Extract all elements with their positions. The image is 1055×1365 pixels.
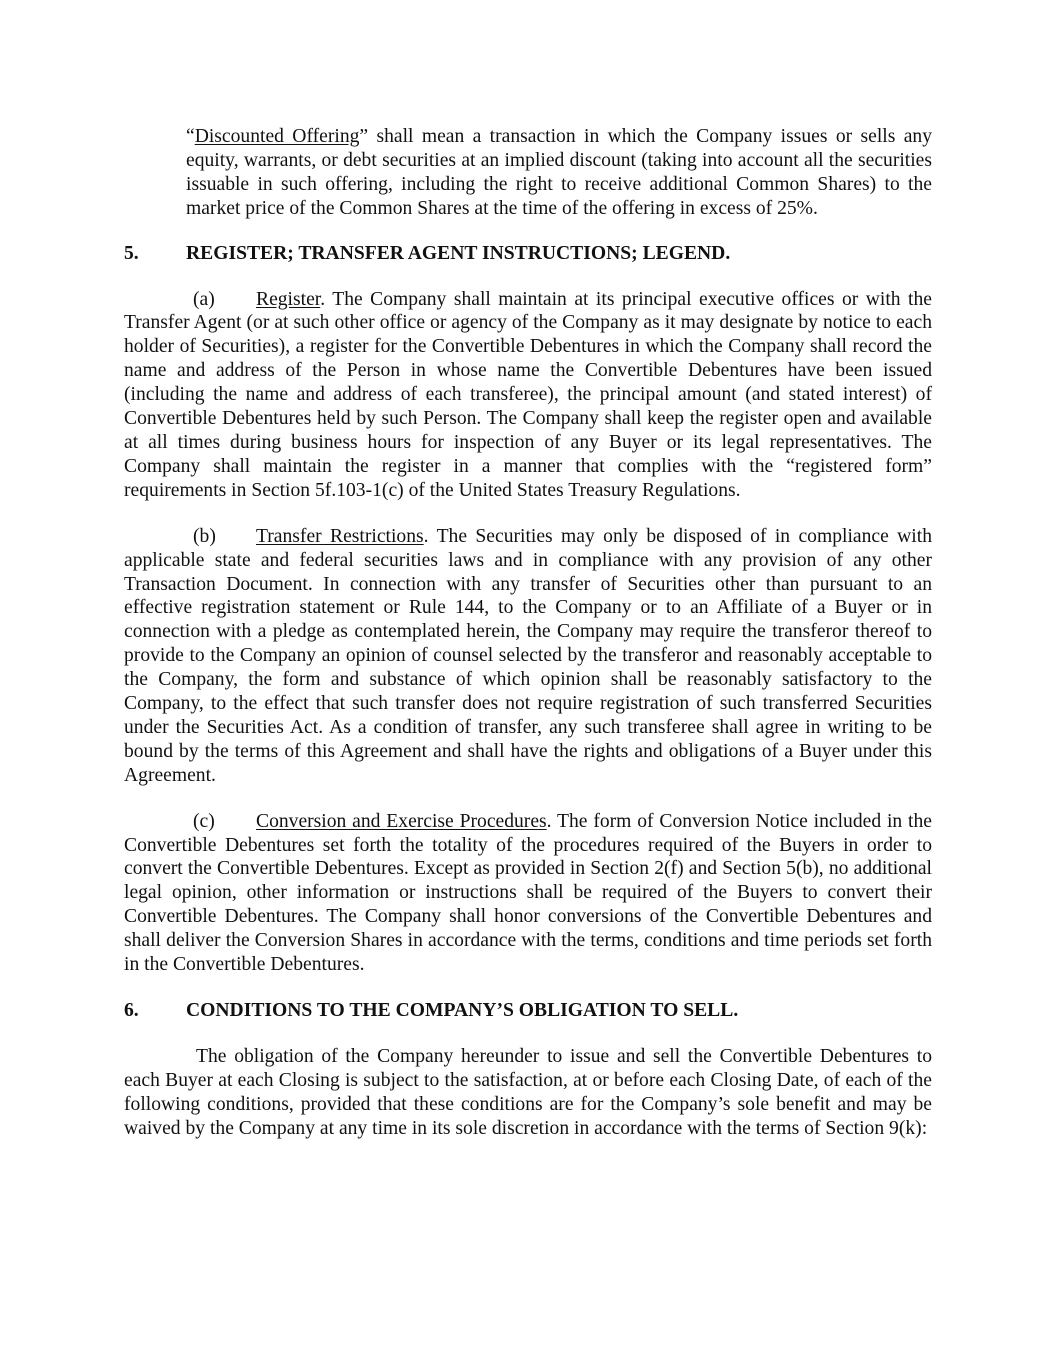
document-page [124, 125, 932, 1141]
section-6-number: 6. [124, 1000, 139, 1021]
section-5a-register [124, 288, 932, 503]
section-5-number: 5. [124, 242, 139, 264]
section-5c-conversion-procedures [124, 810, 932, 977]
definition-discounted-offering [186, 125, 932, 221]
section-6-title: CONDITIONS TO THE COMPANY’S OBLIGATION TO SELL. [186, 1000, 739, 1021]
section-5-title: REGISTER; TRANSFER AGENT INSTRUCTIONS; LEGEND. [186, 242, 731, 264]
section-5-heading [124, 242, 932, 266]
section-6-heading [124, 999, 932, 1023]
section-6-body: The obligation of the Company hereunder to issue and sell the Convertible Debentures to each Buyer at each Closing is subject to the satisfaction, at or before each Closing Date, of each of the following conditions, provided that these conditions are for the Company’s sole benefit and may be waived by the Company at any time in its sole discretion in accordance with the terms of Section 9(k): [124, 1045, 932, 1139]
defined-term: Discounted Offering [194, 126, 360, 147]
close-quote: ” [359, 126, 369, 147]
subsection-body: . The form of Conversion Notice included in the Convertible Debentures set forth the totality of the procedures required of the Buyers in order to convert the Convertible Debentures. Except as provided in Section 2(f) and Section 5(b), no additional legal opinion, other information or instructions shall be required of the Buyers to convert their Convertible Debentures. The Company shall honor conversions of the Convertible Debentures and shall deliver the Conversion Shares in accordance with the terms, conditions and time periods set forth in the Convertible Debentures. [124, 810, 932, 976]
open-quote: “ [186, 126, 195, 147]
subsection-label: (a) [193, 288, 215, 310]
subsection-label: (c) [193, 810, 215, 832]
subsection-heading: Conversion and Exercise Procedures [256, 810, 547, 832]
subsection-label: (b) [193, 525, 216, 547]
subsection-heading: Register [256, 288, 321, 310]
definition-body: shall mean a transaction in which the Company issues or sells any equity, warrants, or debt securities at an implied discount (taking into account all the securities issuable in such offering, including the right to receive additional Common Shares) to the market price of the Common Shares at the time of the offering in excess of 25%. [186, 126, 932, 219]
subsection-heading: Transfer Restrictions [256, 525, 424, 547]
section-5b-transfer-restrictions [124, 525, 932, 788]
subsection-body: . The Securities may only be disposed of in compliance with applicable state and federal securities laws and in compliance with any provision of any other Transaction Document. In connection with any transfer of Securities other than pursuant to an effective registration statement or Rule 144, to the Company or to an Affiliate of a Buyer or in connection with a pledge as contemplated herein, the Company may require the transferor thereof to provide to the Company an opinion of counsel selected by the transferor and reasonably acceptable to the Company, the form and substance of which opinion shall be reasonably satisfactory to the Company, to the effect that such transfer does not require registration of such transferred Securities under the Securities Act. As a condition of transfer, any such transferee shall agree in writing to be bound by the terms of this Agreement and shall have the rights and obligations of a Buyer under this Agreement. [124, 525, 932, 786]
subsection-body: . The Company shall maintain at its principal executive offices or with the Transfer Agent (or at such other office or agency of the Company as it may designate by notice to each holder of Securities), a register for the Convertible Debentures in which the Company shall record the name and address of the Person in whose name the Convertible Debentures have been issued (including the name and address of each transferee), the principal amount (and stated interest) of Convertible Debentures held by such Person. The Company shall keep the register open and available at all times during business hours for inspection of any Buyer or its legal representatives. The Company shall maintain the register in a manner that complies with the “registered form” requirements in Section 5f.103-1(c) of the United States Treasury Regulations. [124, 288, 932, 501]
